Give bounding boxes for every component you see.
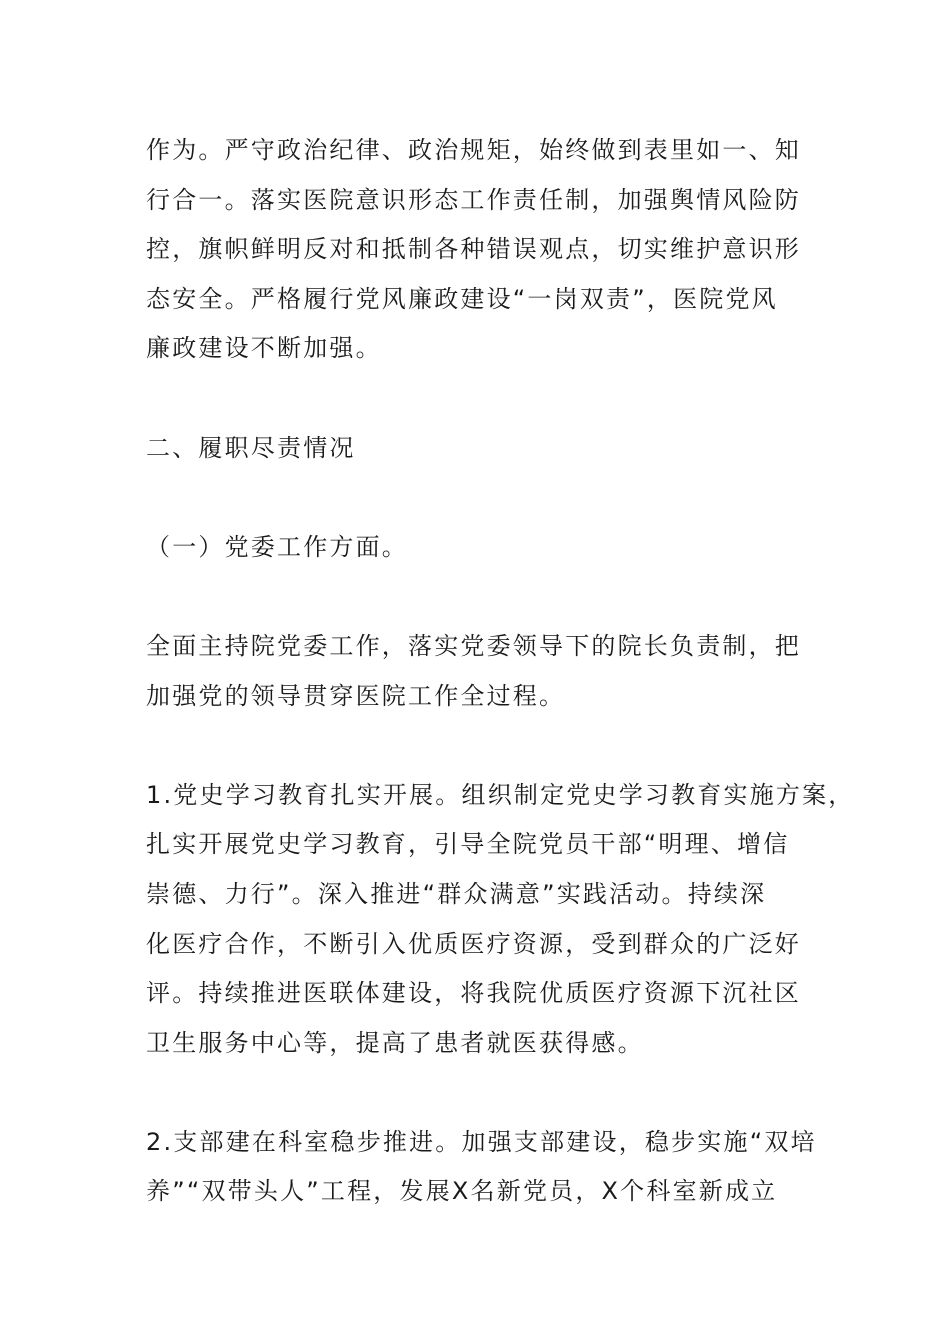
subheading-text: （一）党委工作方面。 (146, 532, 408, 561)
text-line: 控，旗帜鲜明反对和抵制各种错误观点，切实维护意识形 (146, 235, 801, 264)
paragraph-spacer (146, 721, 816, 771)
document-body (146, 126, 855, 1217)
paragraph-spacer (146, 572, 816, 622)
text-line: 崇德、力行”。深入推进“群众满意”实践活动。持续深 (146, 879, 767, 908)
text-line: 扎实开展党史学习教育，引导全院党员干部“明理、增信 (146, 830, 790, 859)
subsection-heading (146, 523, 816, 573)
text-line: 态安全。严格履行党风廉政建设“一岗双责”，医院党风 (146, 284, 778, 313)
text-line: 全面主持院党委工作，落实党委领导下的院长负责制，把 (146, 631, 801, 660)
text-line: 卫生服务中心等，提高了患者就医获得感。 (146, 1028, 644, 1057)
paragraph-spacer (146, 1068, 816, 1118)
paragraph-item-2 (146, 1118, 816, 1217)
text-line: 2.支部建在科室稳步推进。加强支部建设，稳步实施“双培 (146, 1127, 817, 1156)
heading-text: 二、履职尽责情况 (146, 433, 356, 462)
paragraph-spacer (146, 374, 816, 424)
paragraph-political-discipline (146, 126, 816, 374)
paragraph-item-1 (146, 771, 855, 1069)
paragraph-party-committee (146, 622, 816, 721)
text-line: 养”“双带头人”工程，发展X名新党员，X个科室新成立 (146, 1177, 778, 1206)
text-line: 作为。严守政治纪律、政治规矩，始终做到表里如一、知 (146, 136, 801, 164)
text-line: 1.党史学习教育扎实开展。组织制定党史学习教育实施方案， (146, 780, 855, 809)
paragraph-spacer (146, 473, 816, 523)
text-line: 行合一。落实医院意识形态工作责任制，加强舆情风险防 (146, 185, 801, 214)
text-line: 廉政建设不断加强。 (146, 334, 382, 363)
section-heading (146, 424, 816, 474)
text-line: 加强党的领导贯穿医院工作全过程。 (146, 681, 566, 710)
text-line: 化医疗合作，不断引入优质医疗资源，受到群众的广泛好 (146, 929, 801, 958)
text-line: 评。持续推进医联体建设，将我院优质医疗资源下沉社区 (146, 979, 801, 1008)
